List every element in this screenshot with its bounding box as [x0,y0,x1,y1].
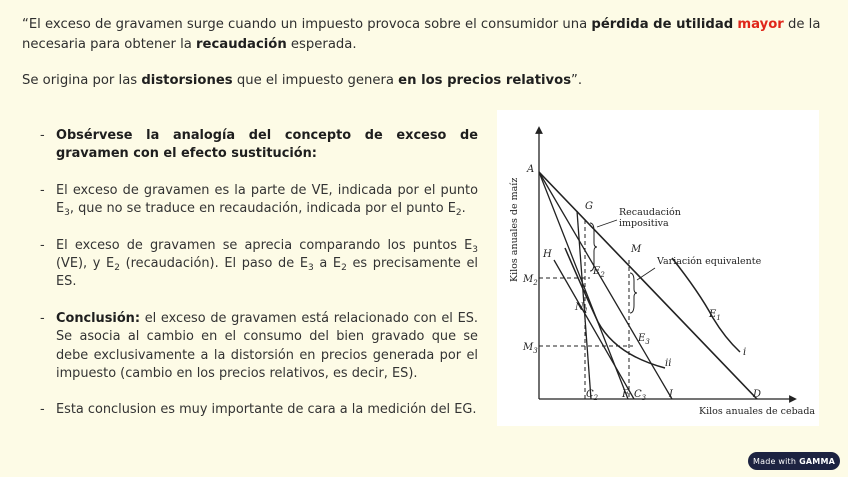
intro-paragraph-1 [22,15,822,55]
pointer-variacion [637,268,655,280]
bullet-text [56,182,478,219]
intro-highlight-mayor: mayor [737,17,784,32]
label-n1 [574,302,588,315]
intro-bold-recaudacion: recaudación [196,37,287,52]
label-g: G [585,201,593,212]
bullet-text [56,237,478,292]
label-m3 [522,342,538,355]
label-m2-main: M [523,274,534,285]
label-a: A [527,164,535,175]
label-i-point: I [669,389,673,400]
bullet-text-run: El exceso de gravamen se aprecia comparando los puntos E [56,237,473,253]
subscript: 2 [341,263,347,274]
subscript: 2 [455,208,462,219]
bullet-text [56,310,478,384]
label-e2-sub: 2 [600,271,605,279]
label-c2-main: C [586,389,594,400]
bullet-item-exceso-ve [40,182,478,219]
bullet-text-run: El exceso de gravamen es la parte de VE, indicada por el punto E [56,182,478,217]
label-c3-sub: 3 [641,394,647,402]
bullet-item-conclusion [40,310,478,384]
label-c2 [586,389,599,402]
bullet-text-run: a E [313,256,342,272]
label-m2 [522,274,538,287]
label-e3 [637,333,650,346]
bullet-dash: - [40,128,45,143]
label-e1-sub: 1 [716,314,721,322]
bullet-dash: - [40,402,45,418]
bullet-text-run: . [461,201,466,217]
bullet-dash: - [40,182,45,198]
intro-bold-perdida: pérdida de utilidad [591,17,734,32]
y-axis-label: Kilos anuales de maíz [509,177,520,282]
label-c3 [634,389,647,402]
label-ii-curve: ii [665,358,672,369]
bullet-text-run: , que no se traduce en recaudación, indicada por el punto E [69,201,456,217]
badge-prefix: Made with [753,456,797,466]
indifference-curve-i [672,258,740,352]
intro-text [22,15,822,91]
intro-text-run: que el impuesto genera [232,73,399,88]
label-h: H [543,249,552,260]
label-n1-sub: 1 [583,307,589,315]
label-e2-main: E [593,266,601,277]
brace-variacion [630,273,637,313]
annotation-variacion: Variación equivalente [657,256,762,267]
pointer-recaudacion [597,220,617,227]
subscript: 2 [114,263,120,274]
budget-line-hc3 [554,260,634,399]
label-f: F [622,389,629,400]
bullet-text: Obsérvese la analogía del concepto de exceso de gravamen con el efecto sustitución: [56,128,478,162]
bullet-text-run: (recaudación). El paso de E [119,256,308,272]
intro-text-run: Se origina por las [22,73,142,88]
annotation-recaudacion-line-2: impositiva [619,218,669,229]
intro-bold-distorsiones: distorsiones [141,73,233,88]
diagram-svg [497,110,819,426]
intro-text-run: “El exceso de gravamen surge cuando un impuesto provoca sobre el consumidor una [22,17,592,32]
economics-diagram [497,110,819,426]
label-d: D [753,389,762,400]
label-e3-sub: 3 [645,338,650,346]
made-with-gamma-badge[interactable] [748,452,840,470]
label-e1-main: E [709,309,717,320]
label-i-curve: i [743,347,747,358]
label-m3-sub: 3 [533,347,538,355]
bullet-text-run: el exceso de gravamen está relacionado con el ES. Se asocia al cambio en el consumo del bien gravado que se debe exclusivamente a la distorsión en precios generada por el impuesto (cambio en los precios relativos, es decir, ES). [56,310,478,382]
subscript: 3 [472,244,478,255]
x-axis-label: Kilos anuales de cebada [699,406,816,417]
label-e2 [592,266,605,279]
label-c2-sub: 2 [593,394,599,402]
gamma-logo: GAMMA [799,456,835,466]
label-c3-main: C [634,389,642,400]
intro-text-run: ”. [571,73,583,88]
bullet-dash: - [40,237,45,253]
bullet-item-importante [40,401,478,419]
bullet-text-run: (VE), y E [56,256,115,272]
annotation-recaudacion-line-1: Recaudación [619,207,681,218]
label-n1-main: N [575,302,584,313]
intro-paragraph-2 [22,71,822,91]
bullet-dash: - [40,310,45,326]
annotation-recaudacion [619,207,681,229]
bullet-list [40,127,478,438]
intro-text-run: esperada. [286,37,357,52]
intro-text-run: de la necesaria para obtener la [22,17,821,52]
subscript: 3 [64,208,70,219]
bullet-bold-conclusion: Conclusión: [56,310,141,326]
bullet-item-comparando [40,237,478,292]
bullet-text: Esta conclusion es muy importante de cara a la medición del EG. [56,402,477,418]
subscript: 3 [307,263,314,274]
label-e3-main: E [638,333,646,344]
label-m2-sub: 2 [533,279,538,287]
bullet-text-run: es precisamente el ES. [56,256,478,290]
intro-bold-precios-relativos: en los precios relativos [398,73,572,88]
bullet-item-analogia [40,127,478,164]
label-m3-main: M [523,342,534,353]
label-m: M [631,244,642,255]
